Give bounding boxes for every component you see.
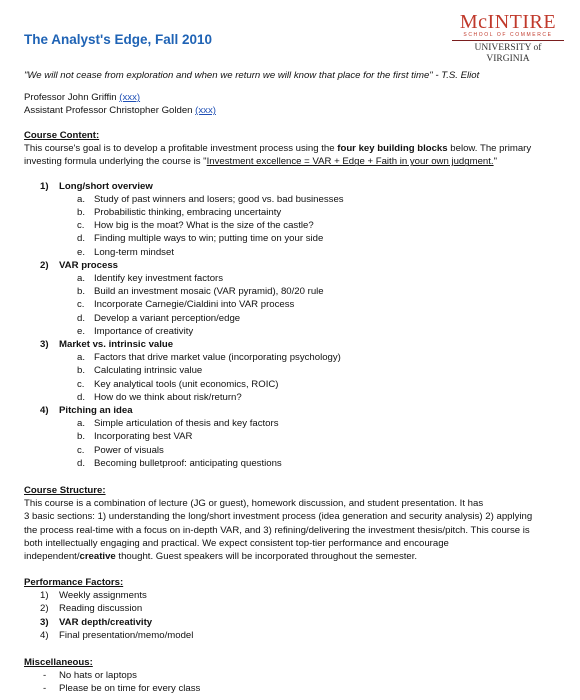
block-item bbox=[59, 351, 559, 364]
block-item bbox=[59, 298, 559, 311]
item-letter: c. bbox=[77, 378, 85, 390]
eliot-quote: "We will not cease from exploration and when we return we will know that place for the first time" - T.S. Eliot bbox=[24, 70, 480, 81]
performance-heading: Performance Factors: bbox=[24, 577, 124, 588]
structure-line: This course is a combination of lecture (JG or guest), homework discussion, and student presentation. It has bbox=[24, 498, 484, 510]
block-item bbox=[59, 430, 559, 443]
item-letter: b. bbox=[77, 431, 86, 443]
block-title: Pitching an idea bbox=[59, 405, 133, 417]
item-letter: a. bbox=[77, 352, 86, 364]
misc-list bbox=[24, 669, 559, 695]
block-title: Long/short overview bbox=[59, 180, 153, 192]
item-letter: d. bbox=[77, 312, 86, 324]
block-item bbox=[59, 285, 559, 298]
performance-item bbox=[24, 629, 559, 642]
block-item bbox=[59, 272, 559, 285]
item-letter: b. bbox=[77, 365, 86, 377]
structure-line: both intellectually engaging and practical. We expect consistent top-tier performance and encourage bbox=[24, 537, 449, 549]
logo-rule bbox=[452, 40, 564, 41]
item-number: 2) bbox=[40, 603, 49, 615]
intro-end: " bbox=[493, 156, 497, 168]
item-text: Build an investment mosaic (VAR pyramid), 80/20 rule bbox=[94, 286, 324, 298]
block-item bbox=[59, 417, 559, 430]
item-letter: b. bbox=[77, 286, 86, 298]
block-item bbox=[59, 444, 559, 457]
block-item bbox=[59, 391, 559, 404]
course-content-heading: Course Content: bbox=[24, 130, 100, 141]
professor-line bbox=[24, 91, 216, 104]
professor-email-link[interactable]: (xxx) bbox=[195, 105, 216, 117]
block-item bbox=[59, 232, 559, 245]
professor-name: Professor John Griffin bbox=[24, 92, 117, 103]
item-text: Factors that drive market value (incorporating psychology) bbox=[94, 352, 341, 364]
block-number: 3) bbox=[40, 339, 49, 351]
structure-line: the process real-time with a focus on in-depth VAR, and 3) refining/delivering the investment thesis/pitch. This course is bbox=[24, 524, 530, 536]
item-letter: d. bbox=[77, 457, 86, 469]
item-letter: a. bbox=[77, 193, 86, 205]
intro-text-2: below. The primary investing formula underlying the course is " bbox=[24, 143, 532, 168]
structure-text: independent/ bbox=[24, 551, 80, 563]
logo-subtitle: SCHOOL OF COMMERCE bbox=[463, 32, 553, 38]
item-text: Develop a variant perception/edge bbox=[94, 312, 241, 324]
course-content-section bbox=[24, 129, 559, 470]
block-item bbox=[59, 457, 559, 470]
block-title: VAR process bbox=[59, 259, 119, 271]
dash-mark: - bbox=[43, 670, 47, 682]
block-item bbox=[59, 193, 559, 206]
building-blocks-list bbox=[24, 180, 559, 470]
item-text: How do we think about risk/return? bbox=[94, 391, 242, 403]
item-text: Incorporating best VAR bbox=[94, 431, 193, 443]
block-number: 4) bbox=[40, 405, 49, 417]
item-letter: c. bbox=[77, 299, 85, 311]
item-number: 3) bbox=[40, 616, 49, 628]
performance-section bbox=[24, 576, 559, 642]
item-text: VAR depth/creativity bbox=[59, 616, 153, 628]
item-text: Becoming bulletproof: anticipating questions bbox=[94, 457, 282, 469]
intro-bold-text: four key building blocks bbox=[337, 143, 448, 155]
block-item bbox=[59, 312, 559, 325]
item-letter: a. bbox=[77, 418, 86, 430]
block-item bbox=[59, 378, 559, 391]
item-text: Identify key investment factors bbox=[94, 273, 224, 285]
item-text: Power of visuals bbox=[94, 444, 164, 456]
item-text: Study of past winners and losers; good vs. bad businesses bbox=[94, 193, 344, 205]
logo-university: UNIVERSITY of VIRGINIA bbox=[474, 43, 542, 64]
block-number: 2) bbox=[40, 259, 49, 271]
block-items bbox=[59, 351, 559, 404]
structure-bold: creative bbox=[79, 551, 116, 563]
item-letter: e. bbox=[77, 246, 86, 258]
building-block bbox=[24, 259, 559, 338]
block-items bbox=[59, 417, 559, 470]
structure-line bbox=[24, 550, 559, 563]
item-letter: c. bbox=[77, 444, 85, 456]
performance-item bbox=[24, 616, 559, 629]
course-content-intro bbox=[24, 142, 559, 168]
structure-text-2: thought. Guest speakers will be incorporated throughout the semester. bbox=[115, 551, 418, 563]
item-letter: a. bbox=[77, 273, 86, 285]
building-block bbox=[24, 180, 559, 259]
performance-list bbox=[24, 589, 559, 642]
block-item bbox=[59, 206, 559, 219]
item-text: Importance of creativity bbox=[94, 325, 194, 337]
block-item bbox=[59, 219, 559, 232]
block-item bbox=[59, 246, 559, 259]
item-text: Finding multiple ways to win; putting time on your side bbox=[94, 233, 324, 245]
document-title: The Analyst's Edge, Fall 2010 bbox=[24, 32, 213, 47]
block-items bbox=[59, 272, 559, 338]
investing-formula: Investment excellence = VAR + Edge + Faith in your own judgment. bbox=[206, 156, 494, 168]
block-item bbox=[59, 364, 559, 377]
dash-mark: - bbox=[43, 683, 47, 695]
mcintire-logo bbox=[452, 12, 564, 65]
item-text: Please be on time for every class bbox=[59, 683, 201, 695]
performance-item bbox=[24, 589, 559, 602]
item-text: No hats or laptops bbox=[59, 670, 137, 682]
item-number: 4) bbox=[40, 629, 49, 641]
item-text: Incorporate Carnegie/Cialdini into VAR process bbox=[94, 299, 295, 311]
professor-email-link[interactable]: (xxx) bbox=[119, 92, 141, 103]
item-text: Reading discussion bbox=[59, 603, 143, 615]
item-text: Probabilistic thinking, embracing uncertainty bbox=[94, 207, 282, 219]
misc-section bbox=[24, 656, 559, 696]
misc-heading: Miscellaneous: bbox=[24, 657, 93, 668]
item-text: Final presentation/memo/model bbox=[59, 629, 194, 641]
item-letter: b. bbox=[77, 207, 86, 219]
item-text: Simple articulation of thesis and key factors bbox=[94, 418, 279, 430]
item-letter: e. bbox=[77, 325, 86, 337]
professors bbox=[24, 91, 216, 117]
misc-item bbox=[24, 682, 559, 695]
item-letter: c. bbox=[77, 220, 85, 232]
logo-name: McINTIRE bbox=[459, 11, 557, 33]
item-letter: d. bbox=[77, 233, 86, 245]
item-text: Weekly assignments bbox=[59, 590, 147, 602]
structure-line: 3 basic sections: 1) understanding the long/short investment process (idea generation and security analysis) 2) applying bbox=[24, 511, 533, 523]
item-number: 1) bbox=[40, 590, 49, 602]
professor-line bbox=[24, 104, 216, 117]
professor-name: Assistant Professor Christopher Golden bbox=[24, 105, 193, 117]
item-letter: d. bbox=[77, 391, 86, 403]
item-text: How big is the moat? What is the size of the castle? bbox=[94, 220, 314, 232]
block-title: Market vs. intrinsic value bbox=[59, 339, 174, 351]
block-items bbox=[59, 193, 559, 259]
block-number: 1) bbox=[40, 180, 49, 192]
item-text: Key analytical tools (unit economics, ROIC) bbox=[94, 378, 279, 390]
item-text: Calculating intrinsic value bbox=[94, 365, 203, 377]
course-structure-section bbox=[24, 484, 559, 563]
performance-item bbox=[24, 602, 559, 615]
building-block bbox=[24, 338, 559, 404]
misc-item bbox=[24, 669, 559, 682]
course-structure-heading: Course Structure: bbox=[24, 485, 106, 496]
item-text: Long-term mindset bbox=[94, 246, 174, 258]
intro-text: This course's goal is to develop a profitable investment process using the bbox=[24, 143, 338, 155]
block-item bbox=[59, 325, 559, 338]
building-block bbox=[24, 404, 559, 470]
